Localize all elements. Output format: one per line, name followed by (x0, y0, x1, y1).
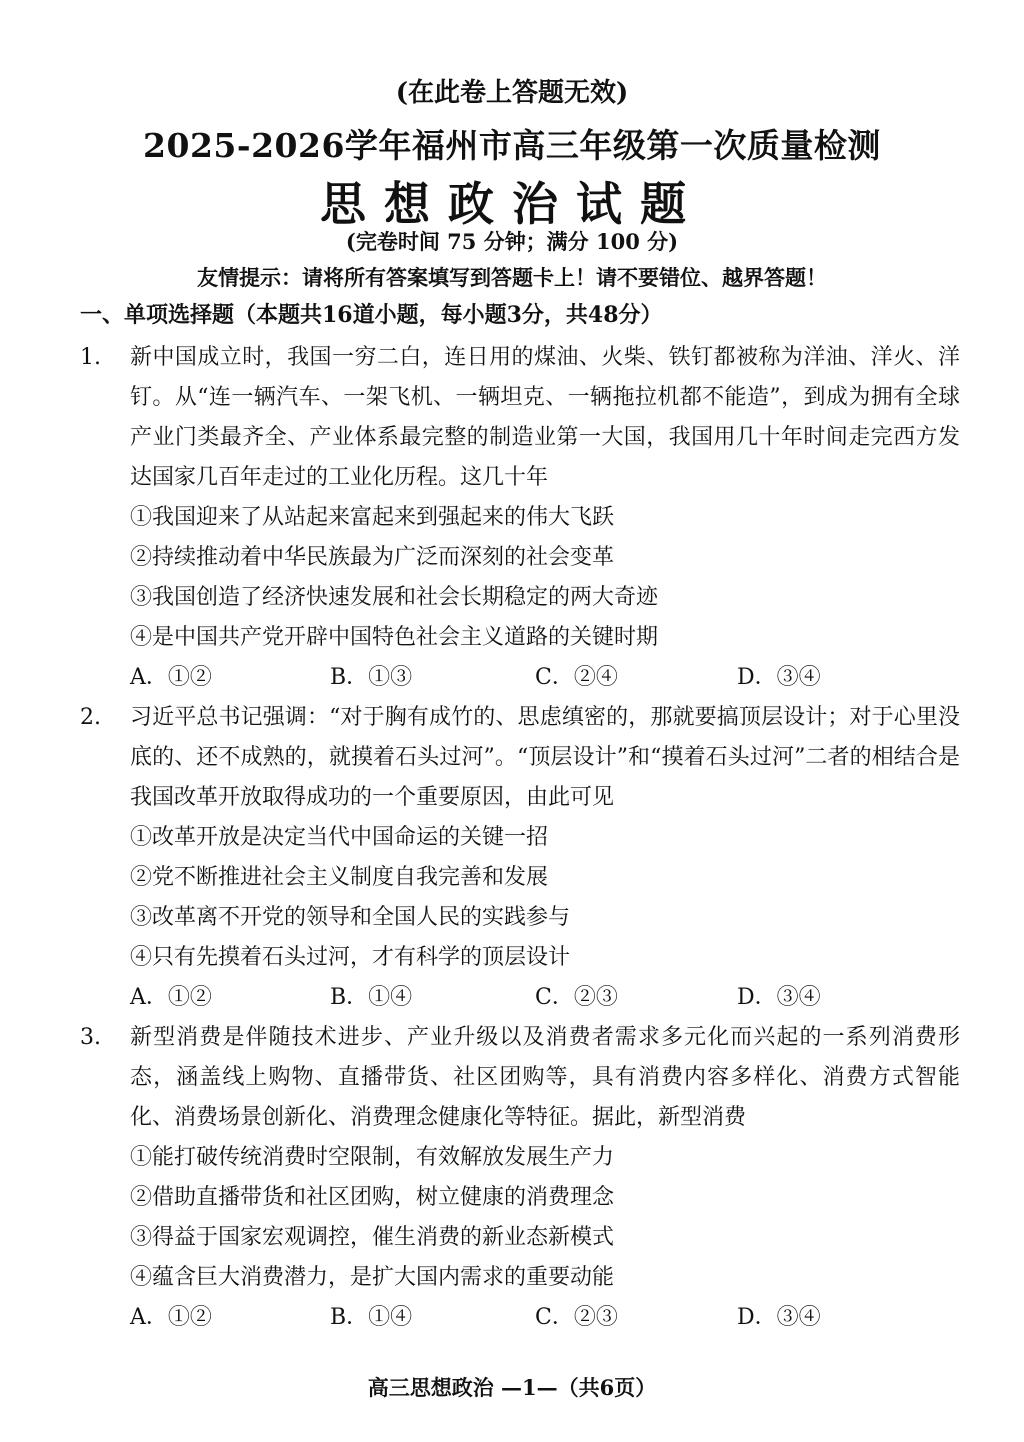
friendly-tip: 友情提示：请将所有答案填写到答题卡上！请不要错位、越界答题！ (197, 265, 827, 290)
answer-options (130, 978, 960, 1018)
option-c: C．②④ (535, 665, 618, 690)
question-number: 1. (80, 345, 101, 370)
subject-title: 思想政治试题 (320, 177, 704, 231)
statement-2: ②党不断推进社会主义制度自我完善和发展 (130, 865, 549, 890)
exam-title: 2025-2026学年福州市高三年级第一次质量检测 (143, 126, 881, 165)
option-a: A．①② (130, 1305, 212, 1330)
option-a: A．①② (130, 985, 212, 1010)
statement-3: ③我国创造了经济快速发展和社会长期稳定的两大奇迹 (130, 585, 659, 610)
page-footer: 高三思想政治 —1—（共6页） (367, 1375, 657, 1400)
question-number: 3. (80, 1025, 101, 1050)
option-b: B．①④ (330, 1305, 413, 1330)
statement-1: ①改革开放是决定当代中国命运的关键一招 (130, 825, 549, 850)
answer-options (130, 658, 960, 698)
statement-2: ②持续推动着中华民族最为广泛而深刻的社会变革 (130, 545, 615, 570)
invalid-answer-notice: (在此卷上答题无效) (395, 78, 629, 108)
statement-4: ④是中国共产党开辟中国特色社会主义道路的关键时期 (130, 625, 659, 650)
statement-4: ④蕴含巨大消费潜力，是扩大国内需求的重要动能 (130, 1265, 615, 1290)
statement-2: ②借助直播带货和社区团购，树立健康的消费理念 (130, 1185, 615, 1210)
question-stem: 新型消费是伴随技术进步、产业升级以及消费者需求多元化而兴起的一系列消费形态，涵盖线上购物、直播带货、社区团购等，具有消费内容多样化、消费方式智能化、消费场景创新化、消费理念健康化等特征。据此，新型消费 (130, 1025, 960, 1130)
section-title: 一、单项选择题（本题共16道小题，每小题3分，共48分） (80, 302, 663, 328)
exam-time-info: (完卷时间 75 分钟；满分 100 分) (345, 229, 679, 254)
statement-3: ③改革离不开党的领导和全国人民的实践参与 (130, 905, 571, 930)
question-stem: 新中国成立时，我国一穷二白，连日用的煤油、火柴、铁钉都被称为洋油、洋火、洋钉。从“连一辆汽车、一架飞机、一辆坦克、一辆拖拉机都不能造”，到成为拥有全球产业门类最齐全、产业体系最完整的制造业第一大国，我国用几十年时间走完西方发达国家几百年走过的工业化历程。这几十年 (130, 345, 960, 490)
option-c: C．②③ (535, 1305, 618, 1330)
question-1 (80, 338, 960, 698)
question-number: 2. (80, 705, 101, 730)
option-d: D．③④ (737, 665, 821, 690)
question-2 (80, 698, 960, 1018)
option-d: D．③④ (737, 985, 821, 1010)
option-b: B．①④ (330, 985, 413, 1010)
question-3 (80, 1018, 960, 1338)
statement-3: ③得益于国家宏观调控，催生消费的新业态新模式 (130, 1225, 615, 1250)
answer-options (130, 1298, 960, 1338)
statement-1: ①我国迎来了从站起来富起来到强起来的伟大飞跃 (130, 505, 615, 530)
option-d: D．③④ (737, 1305, 821, 1330)
option-b: B．①③ (330, 665, 413, 690)
option-c: C．②③ (535, 985, 618, 1010)
question-stem: 习近平总书记强调：“对于胸有成竹的、思虑缜密的，那就要搞顶层设计；对于心里没底的、还不成熟的，就摸着石头过河”。“顶层设计”和“摸着石头过河”二者的相结合是我国改革开放取得成功的一个重要原因，由此可见 (130, 705, 960, 810)
statement-4: ④只有先摸着石头过河，才有科学的顶层设计 (130, 945, 571, 970)
option-a: A．①② (130, 665, 212, 690)
statement-1: ①能打破传统消费时空限制，有效解放发展生产力 (130, 1145, 615, 1170)
